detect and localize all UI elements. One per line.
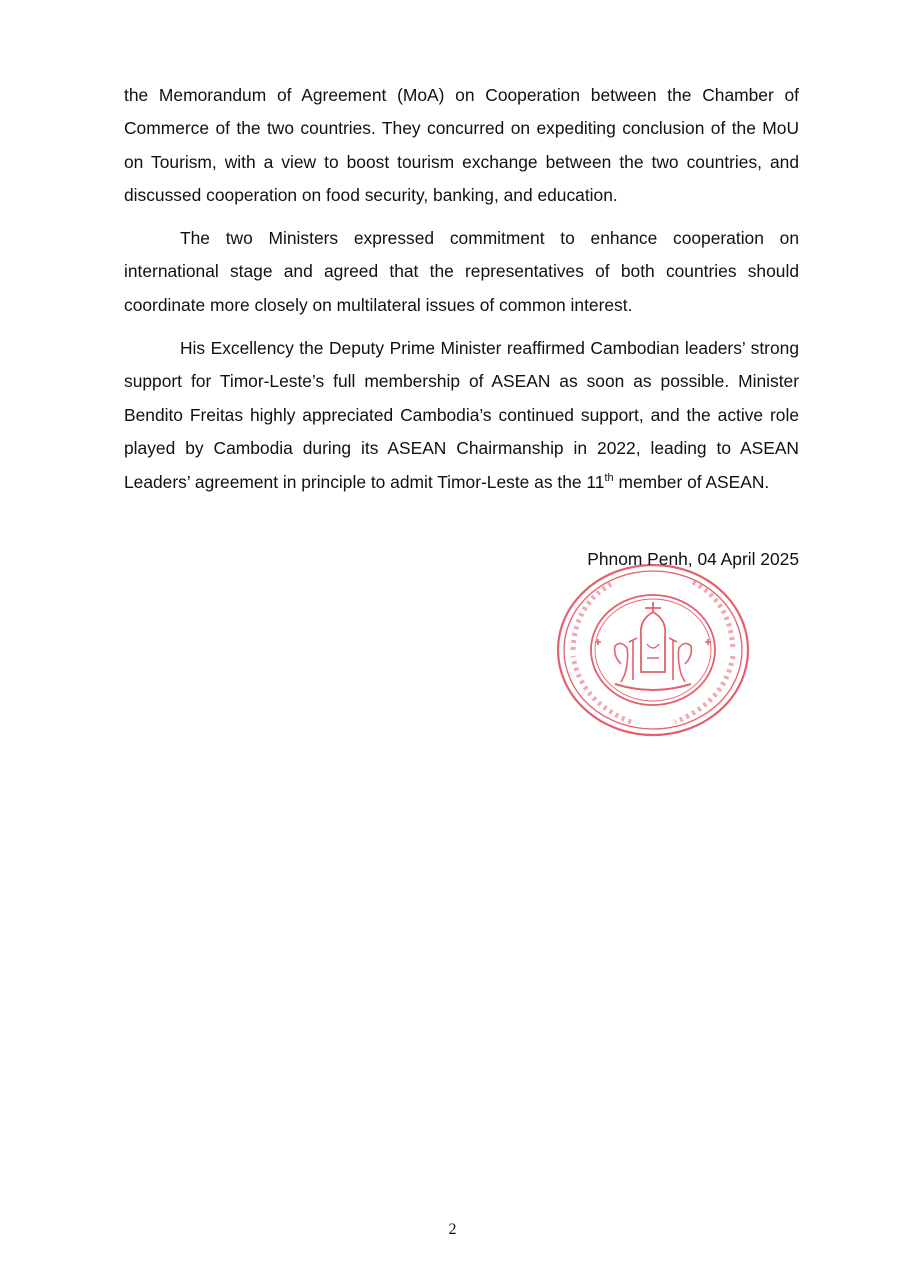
- paragraph-moa-cooperation: the Memorandum of Agreement (MoA) on Cooperation between the Chamber of Commerce of the two countries. They concurred on expediting conclusion of the MoU on Tourism, with a view to boost tourism exchange between the two countries, and discussed cooperation on food security, banking, and education.: [124, 85, 799, 206]
- ordinal-superscript: th: [604, 471, 614, 484]
- official-seal-stamp: [555, 562, 751, 738]
- paragraph-asean-membership: [124, 332, 799, 499]
- page-number: 2: [448, 1221, 457, 1238]
- body-paragraph-2: [124, 222, 799, 332]
- body-paragraph-1: [124, 79, 799, 223]
- asean-text-after-sup: member of ASEAN.: [613, 471, 770, 492]
- body-paragraph-3: [124, 332, 799, 509]
- place-and-date: Phnom Penh, 04 April 2025: [587, 549, 799, 569]
- asean-text-before-sup: His Excellency the Deputy Prime Minister reaffirmed Cambodian leaders’ strong support for Timor-Leste’s full membership of ASEAN as soon as possible. Minister Bendito Freitas highly appreciated Cambodia’s continued support, and the active role played by Cambodia during its ASEAN Chairmanship in 2022, leading to ASEAN Leaders’ agreement in principle to admit Timor-Leste as the 11: [124, 338, 799, 492]
- paragraph-international-cooperation: The two Ministers expressed commitment to enhance cooperation on international stage and agreed that the representatives of both countries should coordinate more closely on multilateral issues of common interest.: [124, 228, 799, 315]
